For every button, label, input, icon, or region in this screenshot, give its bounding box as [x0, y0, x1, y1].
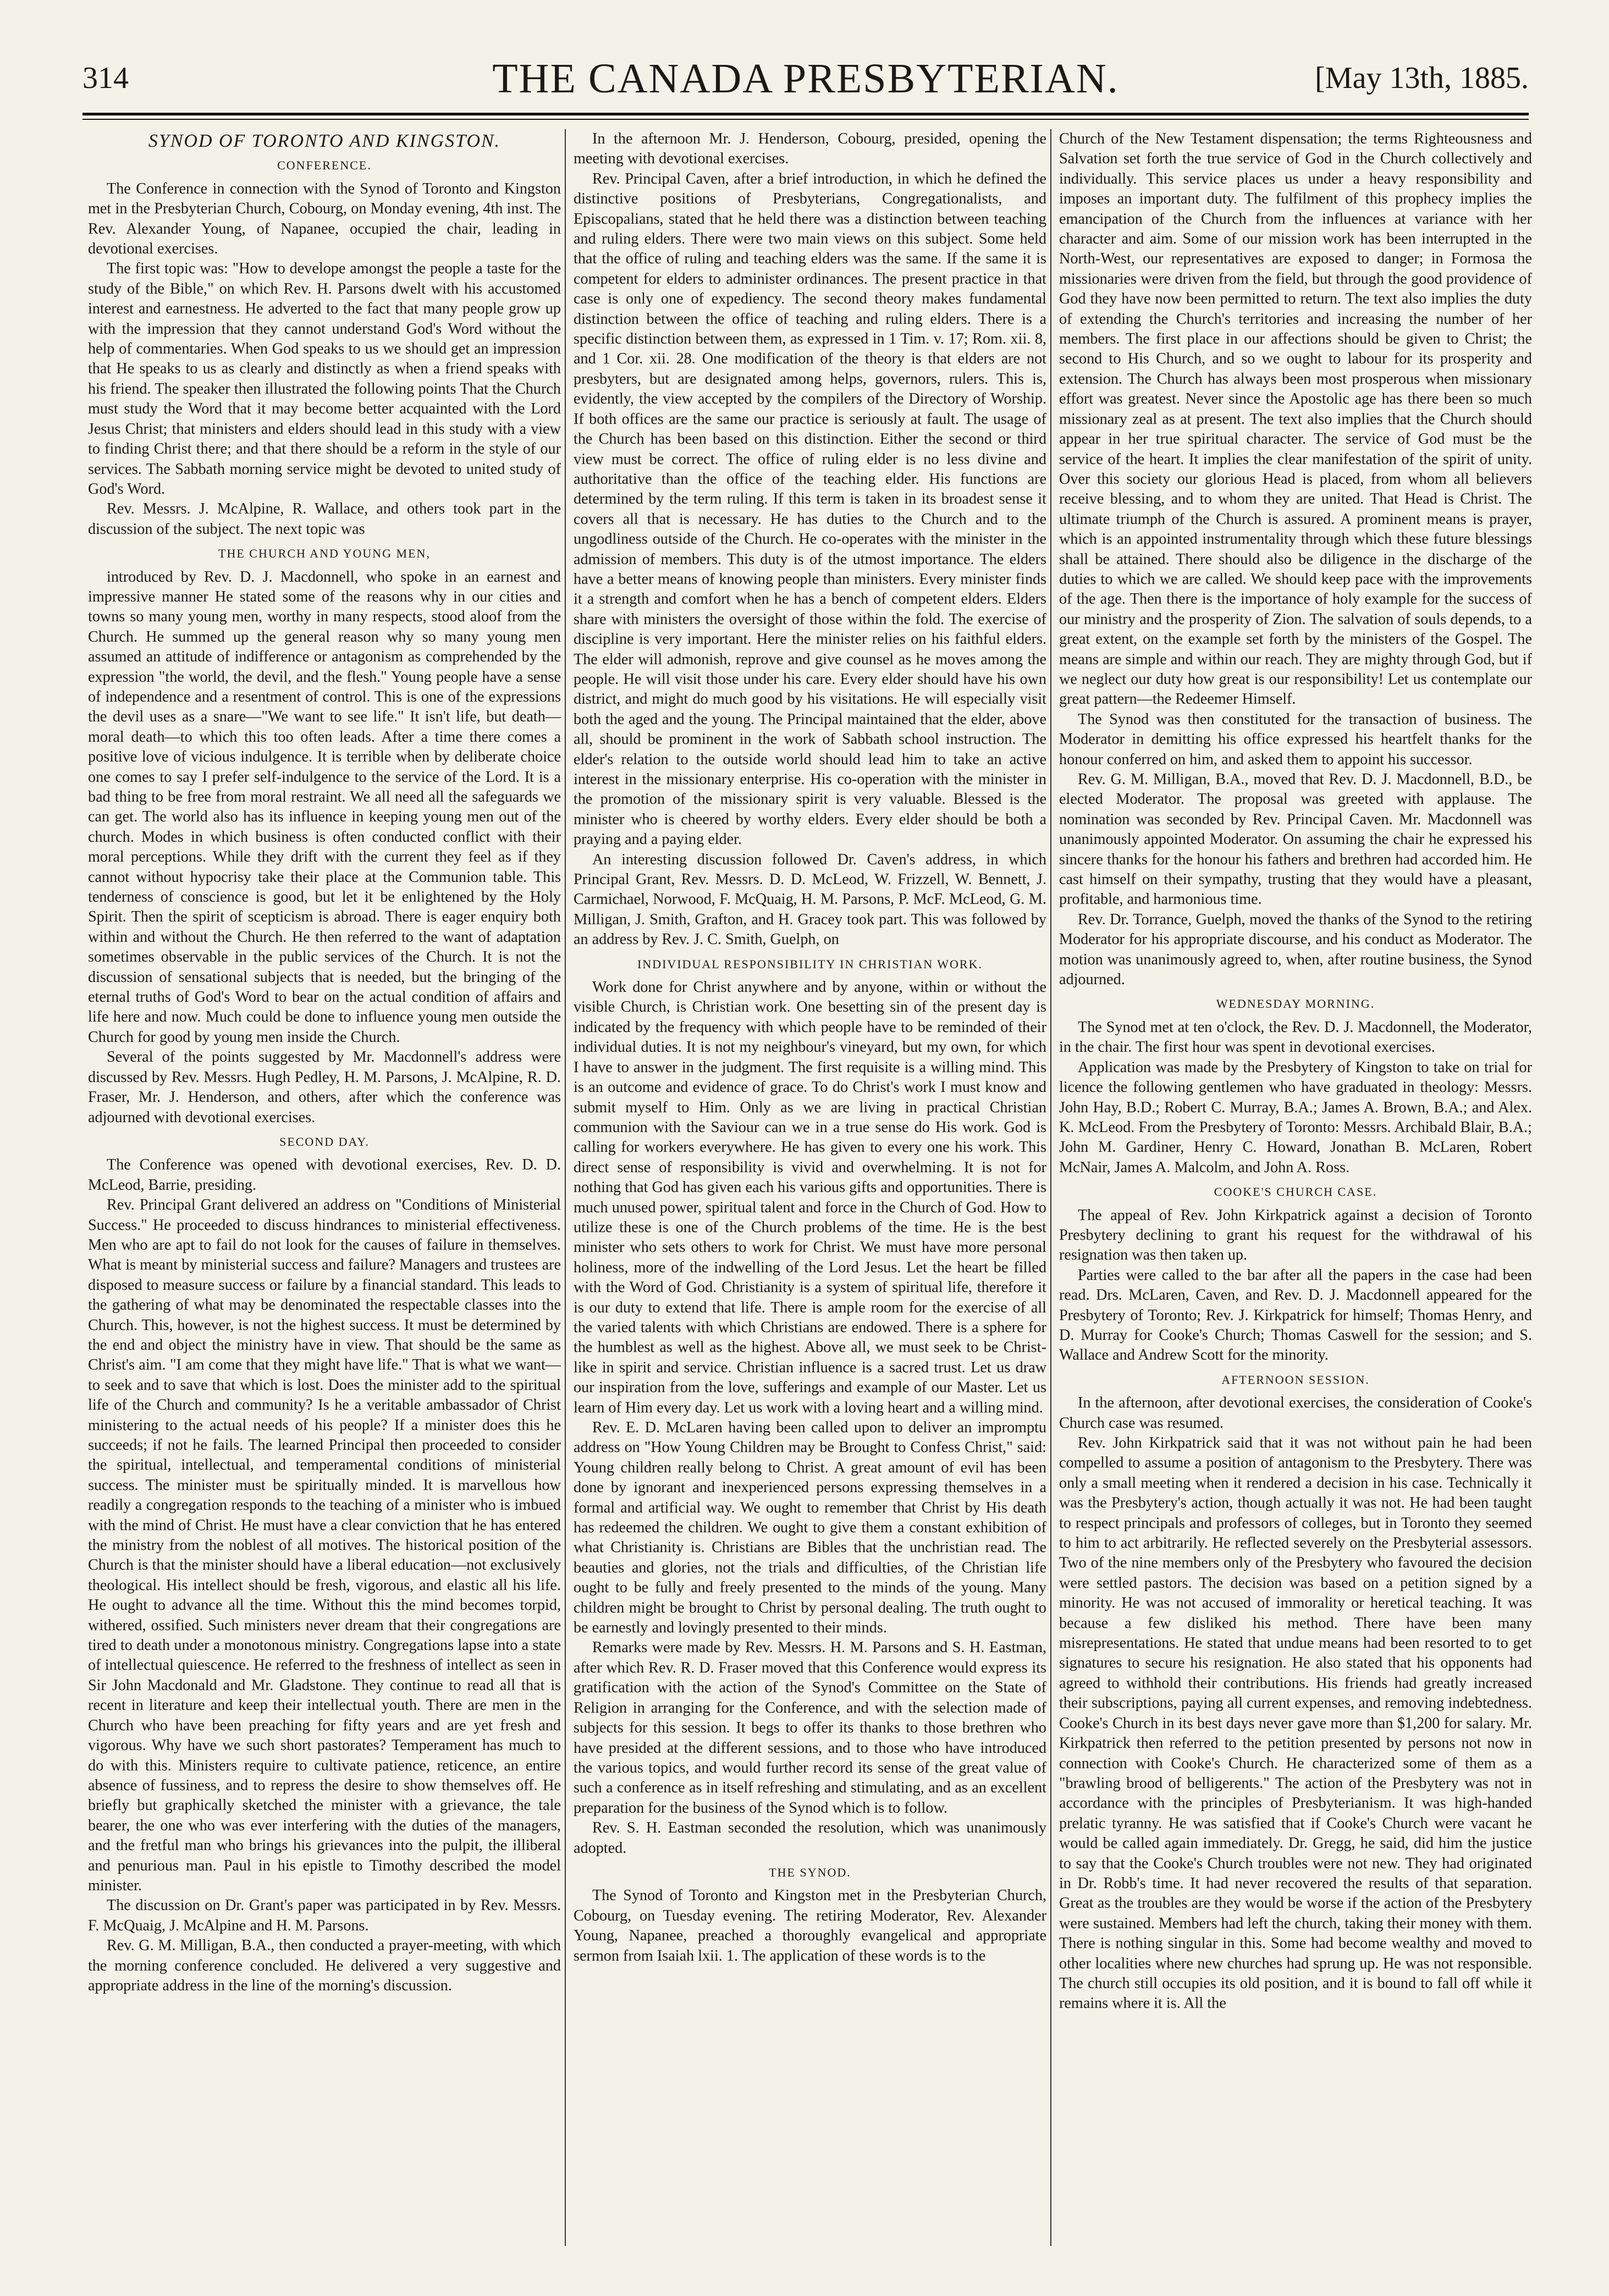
article-paragraph: Rev. Dr. Torrance, Guelph, moved the thanks of the Synod to the retiring Moderator for his appropriate discourse, and his conduct as Moderator. The motion was unanimously agreed to, when, after routine business, the Synod adjourned.: [1059, 910, 1532, 989]
article-paragraph: The first topic was: "How to develope amongst the people a taste for the study of the Bible," on which Rev. H. Parsons dwelt with his accustomed interest and earnestness. He adverted to the fact that many people grow up with the impression that they cannot understand God's Word without the help of commentaries. When God speaks to us we should get an impression that He speaks to us as clearly and distinctly as when a friend speaks with his friend. The speaker then illustrated the following points That the Church must study the Word that it may become better acquainted with the Lord Jesus Christ; that ministers and elders should lead in this study with a view to finding Christ there; and that there should be a reform in the style of our services. The Sabbath morning service might be devoted to united study of God's Word.: [88, 260, 561, 498]
article-paragraph: The appeal of Rev. John Kirkpatrick against a decision of Toronto Presbytery declining to grant his request for the withdrawal of his resignation was then taken up.: [1059, 1206, 1532, 1264]
section-heading: WEDNESDAY MORNING.: [1216, 997, 1375, 1011]
column-divider-2: [1050, 129, 1051, 2246]
article-paragraph: Parties were called to the bar after all the papers in the case had been read. Drs. McLaren, Caven, and Rev. D. J. Macdonnell appeared for the Presbytery of Toronto; Rev. J. Kirkpatrick for himself; Thomas Henry, and D. Murray for Cooke's Church; Thomas Caswell for the session; and S. Wallace and Andrew Scott for the minority.: [1059, 1266, 1532, 1364]
section-heading: INDIVIDUAL RESPONSIBILITY IN CHRISTIAN WORK.: [637, 957, 983, 971]
article-paragraph: Several of the points suggested by Mr. Macdonnell's address were discussed by Rev. Messrs. Hugh Pedley, H. M. Parsons, J. McAlpine, R. D. Fraser, Mr. J. Henderson, and others, after which the conference was adjourned with devotional exercises.: [88, 1048, 561, 1126]
article-paragraph: Church of the New Testament dispensation; the terms Righteousness and Salvation set forth the true service of God in the Church collectively and individually. This service places us under a heavy responsibility and imposes an important duty. The fulfilment of this prophecy implies the emancipation of the Church from the influences at variance with her character and aim. Some of our mission work has been interrupted in the North-West, our representatives are exposed to danger; in Formosa the missionaries were driven from the field, but through the good providence of God they have now been permitted to return. The text also implies the duty of extending the Church's territories and increasing the number of her members. The first place in our affections should be given to Christ; the second to His Church, and so we ought to labour for its prosperity and extension. The Church has always been most prosperous when missionary effort was greatest. Never since the Apostolic age has there been so much missionary zeal as at present. The text also implies that the Church should appear in her true spiritual character. The service of God must be the service of the heart. It implies the clear manifestation of the spirit of unity. Over this society our glorious Head is placed, from whom all believers receive blessing, and to whom they are united. That Head is Christ. The ultimate triumph of the Church is assured. A prominent means is prayer, which is an appointed instrumentality through which these future blessings shall be attained. There should also be diligence in the discharge of the duties to which we are called. We should keep pace with the improvements of the age. Then there is the importance of holy example for the success of our ministry and the prosperity of Zion. The salvation of souls depends, to a great extent, on the example set forth by the ministers of the Gospel. The means are simple and within our reach. They are mighty through God, but if we neglect our duty how great is our responsibility! Let us contemplate our great pattern—the Redeemer Himself.: [1059, 130, 1532, 708]
section-heading: THE SYNOD.: [769, 1865, 851, 1879]
article-paragraph: Work done for Christ anywhere and by anyone, within or without the visible Church, is Christian work. One besetting sin of the present day is indicated by the frequency with which people have to be reminded of their individual duties. It is not my neighbour's vineyard, but my own, for which I have to answer in the judgment. The first requisite is a willing mind. This is an outcome and evidence of grace. To do Christ's work I must know and submit myself to Him. Only as we are living in practical Christian communion with the Saviour can we in a true sense do His work. God is calling for workers everywhere. He has given to every one his work. This direct sense of responsibility is vivid and overwhelming. It is not for nothing that God has given each his various gifts and opportunities. There is much unused power, spiritual talent and force in the Church of God. How to utilize these is one of the Church problems of the time. He is the best minister who sets others to work for Christ. We must have more personal holiness, more of the indwelling of the Lord Jesus. Let the heart be filled with the Word of God. Christianity is a system of spiritual life, therefore it is our duty to extend that life. There is ample room for the exercise of all the varied talents with which Christians are endowed. There is a sphere for the humblest as well as the highest. Above all, we must seek to be Christ-like in spirit and service. Christian influence is a sacred trust. Let us draw our inspiration from the love, sufferings and example of our Master. Let us learn of Him every day. Let us work with a loving heart and a willing mind.: [574, 979, 1046, 1416]
page-number: 314: [82, 61, 129, 95]
section-heading: CONFERENCE.: [277, 158, 372, 173]
article-paragraph: Application was made by the Presbytery of Kingston to take on trial for licence the following gentlemen who have graduated in theology: Messrs. John Hay, B.D.; Robert C. Murray, B.A.; James A. Brown, B.A.; and Alex. K. McLeod. From the Presbytery of Toronto: Messrs. Archibald Blair, B.A.; John M. Gardiner, Henry C. Howard, Jonathan B. McLaren, Robert McNair, James A. Malcolm, and John A. Ross.: [1059, 1058, 1532, 1176]
article-paragraph: In the afternoon, after devotional exercises, the consideration of Cooke's Church case was resumed.: [1059, 1394, 1532, 1432]
section-heading: SECOND DAY.: [279, 1134, 370, 1149]
article-paragraph: Rev. S. H. Eastman seconded the resolution, which was unanimously adopted.: [574, 1819, 1046, 1857]
article-title: SYNOD OF TORONTO AND KINGSTON.: [148, 131, 501, 151]
article-paragraph: The Synod met at ten o'clock, the Rev. D. J. Macdonnell, the Moderator, in the chair. The first hour was spent in devotional exercises.: [1059, 1018, 1532, 1056]
article-paragraph: Remarks were made by Rev. Messrs. H. M. Parsons and S. H. Eastman, after which Rev. R. D. Fraser moved that this Conference would express its gratification with the action of the Synod's Committee on the State of Religion in arranging for the Conference, and with the selection made of subjects for this session. It begs to offer its thanks to those brethren who have presided at the different sessions, and to those who have introduced the various topics, and would further record its sense of the great value of such a conference as in itself refreshing and stimulating, and as an excellent preparation for the business of the Synod which is to follow.: [574, 1639, 1046, 1817]
article-paragraph: The Conference was opened with devotional exercises, Rev. D. D. McLeod, Barrie, presiding.: [88, 1156, 561, 1194]
article-paragraph: The Synod was then constituted for the transaction of business. The Moderator in demitting his office expressed his heartfelt thanks for the honour conferred on him, and asked them to appoint his successor.: [1059, 710, 1532, 768]
section-heading: COOKE'S CHURCH CASE.: [1214, 1185, 1377, 1199]
column-divider-1: [565, 129, 566, 2246]
publication-title: THE CANADA PRESBYTERIAN.: [492, 56, 1119, 102]
masthead: [82, 55, 1529, 115]
article-paragraph: Rev. G. M. Milligan, B.A., moved that Rev. D. J. Macdonnell, B.D., be elected Moderator. The proposal was greeted with applause. The nomination was seconded by Rev. Principal Caven. Mr. Macdonnell was unanimously appointed Moderator. On assuming the chair he expressed his sincere thanks for the honour his fathers and brethren had accorded him. He cast himself on their sympathy, trusting that they would have a pleasant, profitable, and harmonious time.: [1059, 771, 1532, 908]
article-paragraph: The discussion on Dr. Grant's paper was participated in by Rev. Messrs. F. McQuaig, J. McAlpine and H. M. Parsons.: [88, 1897, 561, 1934]
article-paragraph: Rev. John Kirkpatrick said that it was not without pain he had been compelled to assume a position of antagonism to the Presbytery. There was only a small meeting when it rendered a decision in his case. Technically it was the Presbytery's action, though actually it was not. He had been taught to respect principals and professors of colleges, but in Toronto they seemed to him to act arbitrarily. He reflected severely on the Presbyterial assessors. Two of the nine members only of the Presbytery who favoured the decision were settled pastors. The decision was based on a petition signed by a minority. He was not accused of immorality or heretical teaching. It was because a few disliked his method. There have been many misrepresentations. He stated that undue means had been resorted to to get signatures to secure his resignation. He also stated that his opponents had agreed to withhold their contributions. His friends had greatly increased their subscriptions, paying all current expenses, and removing indebtedness. Cooke's Church in its best days never gave more than $1,200 for salary. Mr. Kirkpatrick then referred to the petition presented by persons not now in connection with Cooke's Church. He characterized some of them as a "brawling brood of belligerents." The action of the Presbytery was not in accordance with the principles of Presbyterianism. It was high-handed prelatic tyranny. He was satisfied that if Cooke's Church were vacant he would be called again immediately. Dr. Gregg, he said, did him the justice to say that the Cooke's Church troubles were not new. They had originated in Dr. Robb's time. It had never recovered the results of that separation. Great as the troubles are they would be worse if the action of the Presbytery were sustained. Members had left the church, taking their money with them. There is nothing singular in this. Some had become wealthy and moved to other localities where new churches had sprung up. He was not responsible. The church still occupies its old position, and it is bound to fall off while it remains where it is. All the: [1059, 1434, 1532, 2012]
article-paragraph: Rev. Principal Caven, after a brief introduction, in which he defined the distinctive positions of Presbyterians, Congregationalists, and Episcopalians, stated that he held there was a distinction between teaching and ruling elders. There were two main views on this subject. Some held that the office of ruling and teaching elders was the same. If the same it is competent for elders to administer ordinances. The present practice in that case is only one of expediency. The second theory makes fundamental distinction between the office of teaching and ruling elders. There is a specific distinction between them, as expressed in 1 Tim. v. 17; Rom. xii. 8, and 1 Cor. xii. 28. One modification of the theory is that elders are not presbyters, but are designated among helps, governors, rulers. This is, evidently, the view accepted by the compilers of the Directory of Worship. If both offices are the same our practice is seriously at fault. The usage of the Church has been based on this distinction. Either the second or third view must be correct. The office of ruling elder is no less divine and authoritative than the office of the teaching elder. His functions are determined by the term ruling. If this term is taken in its broadest sense it covers all that is necessary. He has duties to the Church and to the ungodliness outside of the Church. He co-operates with the minister in the admission of members. This duty is of the utmost importance. The elders have a better means of knowing people than ministers. Every minister finds it a strength and comfort when he has a bench of competent elders. Elders share with ministers the oversight of those within the fold. The exercise of discipline is very important. Here the minister relies on his faithful elders. The elder will admonish, reprove and give counsel as he moves among the people. He will visit those under his care. Every elder should have his own district, and might do much good by his visitations. He will especially visit both the aged and the young. The Principal maintained that the elder, above all, should be prominent in the work of Sabbath school instruction. The elder's relation to the outside world should lead him to take an active interest in the missionary enterprise. His co-operation with the minister in the promotion of the missionary spirit is very valuable. Blessed is the minister who is cheered by worthy elders. Every elder should be both a praying and a paying elder.: [574, 170, 1046, 848]
article-column-3: [1059, 129, 1532, 2246]
article-paragraph: Rev. Principal Grant delivered an address on "Conditions of Ministerial Success." He proceeded to discuss hindrances to ministerial effectiveness. Men who are apt to fail do not look for the causes of failure in themselves. What is meant by ministerial success and failure? Managers and trustees are disposed to measure success or failure by a financial standard. This leads to the gathering of what may be denominated the respectable classes into the Church. This, however, is not the highest success. It must be determined by the end and object the ministry have in view. That should be the same as Christ's aim. "I am come that they might have life." That is what we want—to seek and to save that which is lost. Does the minister add to the spiritual life of the Church and community? Is he a veritable ambassador of Christ ministering to the actual needs of his people? If a minister does this he succeeds; if not he fails. The learned Principal then proceeded to consider the spiritual, intellectual, and temperamental conditions of ministerial success. The minister must be spiritually minded. It is marvellous how readily a congregation responds to the teaching of a minister who is imbued with the mind of Christ. He must have a clear conviction that he has entered the ministry from the noblest of all motives. The historical position of the Church is that the minister should have a liberal education—not exclusively theological. His intellect should be fresh, vigorous, and elastic all his life. He ought to advance all the time. Without this the mind becomes torpid, withered, ossified. Such ministers never dream that their congregations are tired to death under a monotonous ministry. Congregations lapse into a state of intellectual quiescence. He referred to the freshness of intellect as seen in Sir John Macdonald and Mr. Gladstone. They continue to read all that is recent in literature and keep their intellectual youth. There are men in the Church who have been preaching for fifty years and are yet fresh and vigorous. Why have we such short pastorates? Temperament has much to do with this. Ministers require to cultivate patience, reticence, an entire absence of fussiness, and to repress the desire to show themselves off. He briefly but graphically sketched the minister with a grievance, the tale bearer, the one who was ever interfering with the duties of the managers, and the fretful man who brings his grievances into the pulpit, the illiberal and penurious man. Paul in his epistle to Timothy described the model minister.: [88, 1196, 561, 1894]
article-paragraph: An interesting discussion followed Dr. Caven's address, in which Principal Grant, Rev. Messrs. D. D. McLeod, W. Frizzell, W. Bennett, J. Carmichael, Norwood, F. McQuaig, H. M. Parsons, P. McF. McLeod, G. M. Milligan, J. Smith, Grafton, and H. Gracey took part. This was followed by an address by Rev. J. C. Smith, Guelph, on: [574, 851, 1046, 948]
article-paragraph: Rev. E. D. McLaren having been called upon to deliver an impromptu address on "How Young Children may be Brought to Confess Christ," said: Young children really belong to Christ. A great amount of evil has been done by ignorant and inexperienced persons expressing themselves in a formal and artificial way. We ought to remember that Christ by His death has redeemed the children. We ought to give them a constant exhibition of what Christianity is. Christians are Bibles that the unchristian read. The beauties and glories, not the trials and difficulties, of the Christian life ought to be fully and freely presented to the minds of the young. Many children might be brought to Christ by personal dealing. The truth ought to be earnestly and lovingly presented to their minds.: [574, 1419, 1046, 1637]
section-heading: AFTERNOON SESSION.: [1221, 1372, 1370, 1387]
section-heading: THE CHURCH AND YOUNG MEN,: [218, 547, 431, 561]
article-column-1: [88, 129, 561, 2246]
article-paragraph: In the afternoon Mr. J. Henderson, Cobourg, presided, opening the meeting with devotional exercises.: [574, 130, 1046, 168]
issue-date: [May 13th, 1885.: [1315, 61, 1529, 95]
article-paragraph: The Conference in connection with the Synod of Toronto and Kingston met in the Presbyterian Church, Cobourg, on Monday evening, 4th inst. The Rev. Alexander Young, of Napanee, occupied the chair, leading in devotional exercises.: [88, 180, 561, 258]
article-paragraph: Rev. G. M. Milligan, B.A., then conducted a prayer-meeting, with which the morning conference concluded. He delivered a very suggestive and appropriate address in the line of the morning's discussion.: [88, 1937, 561, 1994]
article-paragraph: introduced by Rev. D. J. Macdonnell, who spoke in an earnest and impressive manner He stated some of the reasons why in our cities and towns so many young men, worthy in many respects, stood aloof from the Church. He summed up the general reason why so many young men assumed an attitude of indifference or antagonism as comprehended by the expression "the world, the devil, and the flesh." Young people have a sense of independence and a resentment of control. This is one of the expressions the devil uses as a snare—"We want to see life." It isn't life, but death—moral death—to which this too often leads. After a time there comes a positive love of vicious indulgence. It is terrible when by deliberate choice one comes to say I prefer self-indulgence to the service of the Lord. It is a bad thing to be free from moral restraint. We all need all the safeguards we can get. The world also has its influence in keeping young men out of the church. Modes in which business is often conducted conflict with their moral perceptions. While they drift with the current they feel as if they cannot without hypocrisy take their place at the Communion table. This tenderness of conscience is good, but let it be enlightened by the Holy Spirit. Then the spirit of scepticism is abroad. There is eager enquiry both within and without the Church. He then referred to the want of adaptation sometimes observable in the public services of the Church. It is not the discussion of sensational subjects that is needed, but the bringing of the eternal truths of God's Word to bear on the actual condition of affairs and life here and now. Much could be done to influence young men outside the Church for good by young men inside the Church.: [88, 568, 561, 1046]
article-paragraph: Rev. Messrs. J. McAlpine, R. Wallace, and others took part in the discussion of the subject. The next topic was: [88, 500, 561, 538]
article-paragraph: The Synod of Toronto and Kingston met in the Presbyterian Church, Cobourg, on Tuesday evening. The retiring Moderator, Rev. Alexander Young, Napanee, preached a thoroughly evangelical and appropriate sermon from Isaiah lxii. 1. The application of these words is to the: [574, 1887, 1046, 1964]
header-rule: [82, 113, 1529, 120]
article-column-2: [574, 129, 1046, 2246]
